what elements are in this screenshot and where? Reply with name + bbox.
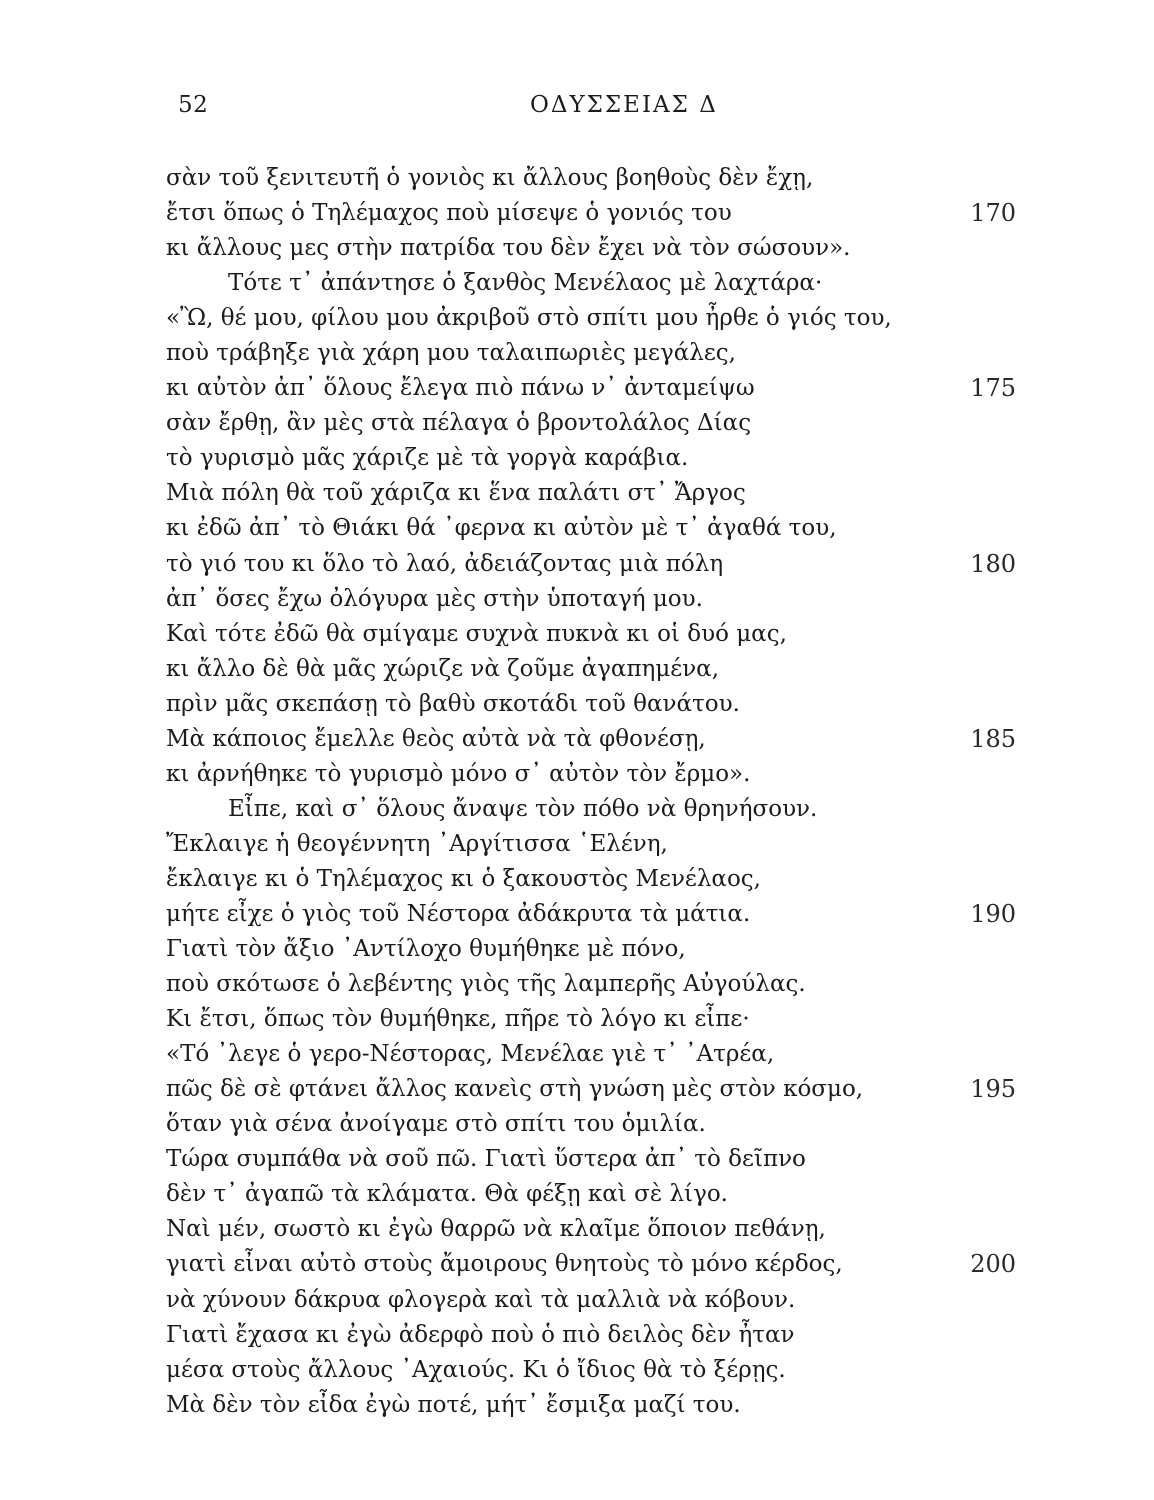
verse-text: κι αὐτὸν ἀπ᾽ ὅλους ἔλεγα πιὸ πάνω ν᾽ ἀνταμείψω [166, 375, 755, 402]
verse-line [166, 1072, 1016, 1107]
verse-text: ὅταν γιὰ σένα ἀνοίγαμε στὸ σπίτι του ὁμιλία. [166, 1111, 706, 1138]
verse-text: τὸ γυρισμὸ μᾶς χάριζε μὲ τὰ γοργὰ καράβια. [166, 445, 689, 472]
verse-line [166, 441, 1016, 476]
verse-line [166, 1107, 1016, 1142]
verse-text: κι ἄλλο δὲ θὰ μᾶς χώριζε νὰ ζοῦμε ἀγαπημένα, [166, 655, 720, 682]
verse-line [166, 617, 1016, 652]
verse-line [166, 687, 1016, 722]
verse-line [166, 161, 1016, 196]
verse-text: πῶς δὲ σὲ φτάνει ἄλλος κανεὶς στὴ γνώση μὲς στὸν κόσμο, [166, 1076, 864, 1103]
verse-line [166, 1388, 1016, 1423]
verse-text: ἔτσι ὅπως ὁ Τηλέμαχος ποὺ μίσεψε ὁ γονιός του [166, 200, 732, 227]
verse-line [166, 231, 1016, 266]
verse-text: νὰ χύνουν δάκρυα φλογερὰ καὶ τὰ μαλλιὰ νὰ κόβουν. [166, 1286, 796, 1313]
verse-line [166, 301, 1016, 336]
verse-text: Καὶ τότε ἐδῶ θὰ σμίγαμε συχνὰ πυκνὰ κι οἱ δυό μας, [166, 620, 787, 647]
verse-text: Μιὰ πόλη θὰ τοῦ χάριζα κι ἕνα παλάτι στ᾽ Ἄργος [166, 480, 746, 507]
verse-line [166, 406, 1016, 441]
verse-text: Τότε τ᾽ ἀπάντησε ὁ ξανθὸς Μενέλαος μὲ λαχτάρα· [228, 270, 823, 297]
verse-text: γιατὶ εἶναι αὐτὸ στοὺς ἄμοιρους θνητοὺς τὸ μόνο κέρδος, [166, 1251, 843, 1278]
verse-line [166, 266, 1016, 301]
verse-text: Ναὶ μέν, σωστὸ κι ἐγὼ θαρρῶ νὰ κλαῖμε ὅποιον πεθάνῃ, [166, 1216, 826, 1243]
verse-text: Μὰ δὲν τὸν εἶδα ἐγὼ ποτέ, μήτ᾽ ἔσμιξα μαζί του. [166, 1391, 741, 1418]
verse-text: ποὺ τράβηξε γιὰ χάρη μου ταλαιπωριὲς μεγάλες, [166, 340, 736, 367]
verse-text: Τώρα συμπάθα νὰ σοῦ πῶ. Γιατὶ ὕστερα ἀπ᾽ τὸ δεῖπνο [166, 1146, 806, 1173]
verse-line [166, 827, 1016, 862]
page-header [178, 92, 1018, 122]
line-number: 170 [970, 199, 1016, 228]
verse-line [166, 1318, 1016, 1353]
verse-text: Γιατὶ τὸν ἄξιο ᾽Αντίλοχο θυμήθηκε μὲ πόνο, [166, 936, 686, 963]
verse-text: Κι ἔτσι, ὅπως τὸν θυμήθηκε, πῆρε τὸ λόγο κι εἶπε· [166, 1006, 750, 1033]
verse-line [166, 862, 1016, 897]
verse-line [166, 967, 1016, 1002]
verse-line [166, 547, 1016, 582]
verse-text: τὸ γιό του κι ὅλο τὸ λαό, ἀδειάζοντας μιὰ πόλη [166, 550, 724, 577]
line-number: 195 [970, 1075, 1016, 1104]
verse-line [166, 582, 1016, 617]
verse-line [166, 1142, 1016, 1177]
verse-text: σὰν ἔρθῃ, ἂν μὲς στὰ πέλαγα ὁ βροντολάλος Δίας [166, 410, 752, 437]
line-number: 190 [970, 899, 1016, 928]
verse-text: ἔκλαιγε κι ὁ Τηλέμαχος κι ὁ ξακουστὸς Μενέλαος, [166, 865, 761, 892]
verse-line [166, 1177, 1016, 1212]
verse-line [166, 511, 1016, 546]
verse-line [166, 757, 1016, 792]
verse-text: πρὶν μᾶς σκεπάσῃ τὸ βαθὺ σκοτάδι τοῦ θανάτου. [166, 690, 740, 717]
verse-text: Ἔκλαιγε ἡ θεογέννητη ᾽Αργίτισσα ῾Ελένη, [166, 830, 668, 857]
verse-line [166, 196, 1016, 231]
verse-line [166, 1353, 1016, 1388]
verse-text: κι ἐδῶ ἀπ᾽ τὸ Θιάκι θά ᾽φερνα κι αὐτὸν μὲ τ᾽ ἀγαθά του, [166, 515, 837, 542]
verse-text: κι ἄλλους μες στὴν πατρίδα του δὲν ἔχει νὰ τὸν σώσουν». [166, 235, 851, 262]
verse-text: «Τό ᾽λεγε ὁ γερο-Νέστορας, Μενέλαε γιὲ τ᾽ ᾽Ατρέα, [166, 1041, 775, 1068]
verse-line [166, 336, 1016, 371]
verse-text: ἀπ᾽ ὅσες ἔχω ὀλόγυρα μὲς στὴν ὑποταγή μου. [166, 585, 703, 612]
verse-text: δὲν τ᾽ ἀγαπῶ τὰ κλάματα. Θὰ φέξῃ καὶ σὲ λίγο. [166, 1181, 728, 1208]
verse-text: Μὰ κάποιος ἔμελλε θεὸς αὐτὰ νὰ τὰ φθονέσῃ, [166, 725, 706, 752]
verse-text: Εἶπε, καὶ σ᾽ ὅλους ἄναψε τὸν πόθο νὰ θρηνήσουν. [228, 795, 818, 822]
line-number: 200 [970, 1250, 1016, 1279]
line-number: 175 [970, 374, 1016, 403]
line-number: 180 [970, 549, 1016, 578]
verse-line [166, 1283, 1016, 1318]
verse-line [166, 1247, 1016, 1282]
verse-text: ποὺ σκότωσε ὁ λεβέντης γιὸς τῆς λαμπερῆς Αὐγούλας. [166, 971, 806, 998]
page-number: 52 [178, 92, 209, 118]
verse-text: μέσα στοὺς ἄλλους ᾽Αχαιούς. Κι ὁ ἴδιος θὰ τὸ ξέρῃς. [166, 1356, 786, 1383]
verse-line [166, 932, 1016, 967]
running-title: ΟΔΥΣΣΕΙΑΣ Δ [530, 92, 718, 118]
verse-text: Γιατὶ ἔχασα κι ἐγὼ ἀδερφὸ ποὺ ὁ πιὸ δειλὸς δὲν ἦταν [166, 1321, 795, 1348]
verse-line [166, 476, 1016, 511]
verse-line [166, 722, 1016, 757]
line-number: 185 [970, 724, 1016, 753]
verse-text-block [166, 161, 1016, 1423]
verse-line [166, 652, 1016, 687]
verse-line [166, 897, 1016, 932]
verse-line [166, 371, 1016, 406]
verse-text: «Ὢ, θέ μου, φίλου μου ἀκριβοῦ στὸ σπίτι μου ἦρθε ὁ γιός του, [166, 305, 892, 332]
verse-line [166, 1002, 1016, 1037]
verse-line [166, 1037, 1016, 1072]
verse-text: μήτε εἶχε ὁ γιὸς τοῦ Νέστορα ἀδάκρυτα τὰ μάτια. [166, 900, 751, 927]
verse-text: σὰν τοῦ ξενιτευτῆ ὁ γονιὸς κι ἄλλους βοηθοὺς δὲν ἔχῃ, [166, 165, 814, 191]
verse-text: κι ἀρνήθηκε τὸ γυρισμὸ μόνο σ᾽ αὐτὸν τὸν ἔρμο». [166, 760, 751, 787]
verse-line [166, 792, 1016, 827]
verse-line [166, 1212, 1016, 1247]
